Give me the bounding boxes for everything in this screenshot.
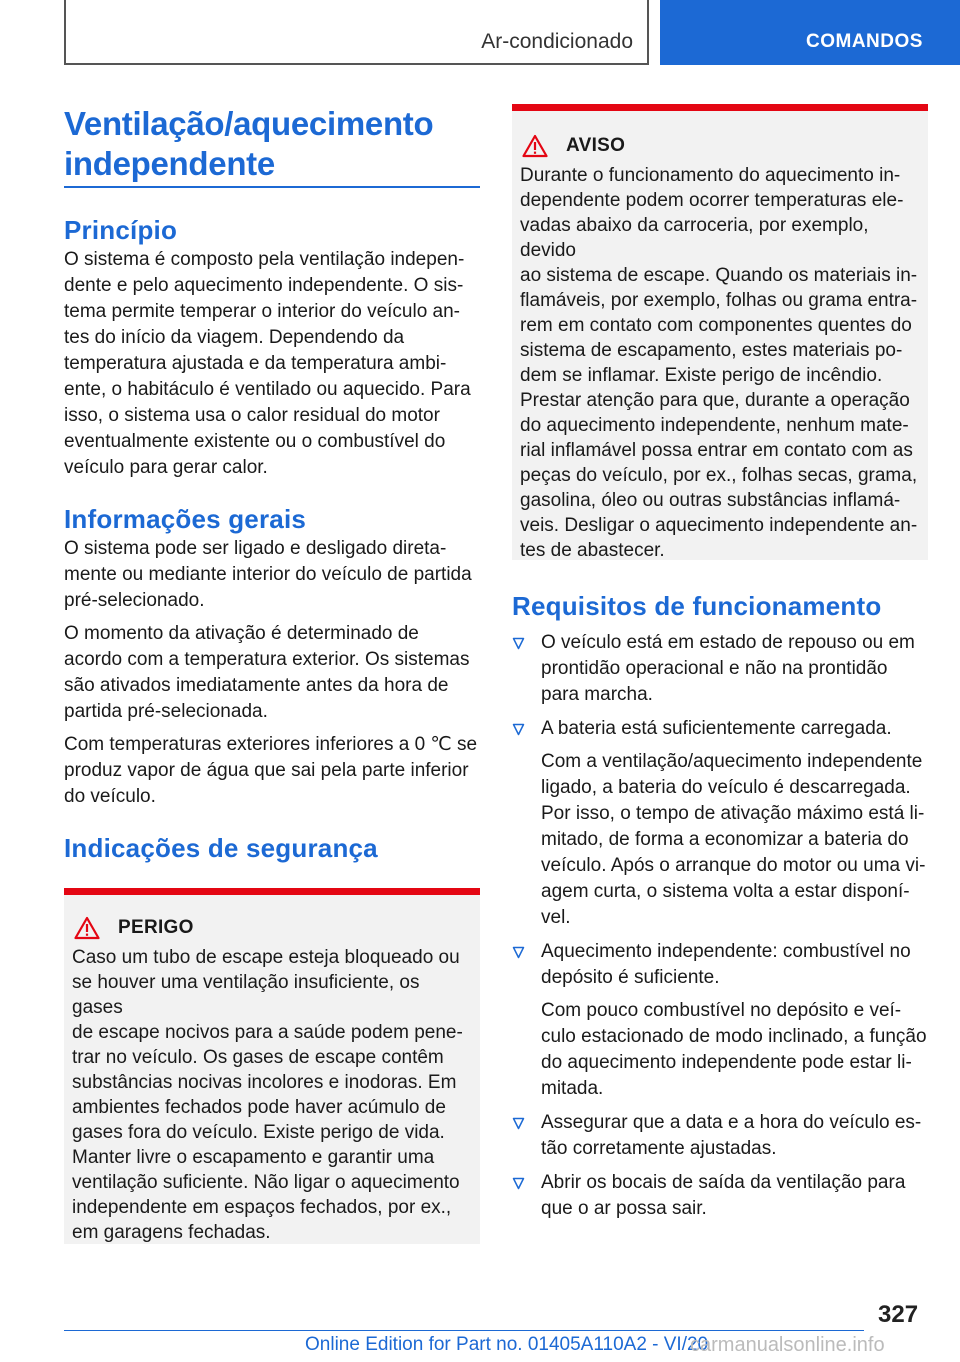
watermark: carmanualsonline.info xyxy=(690,1334,885,1356)
chapter-tab xyxy=(64,0,649,65)
chapter-title: Ar-condicionado xyxy=(481,30,633,53)
right-column xyxy=(512,104,928,1230)
triangle-bullet-icon xyxy=(512,946,525,959)
notice-label: AVISO xyxy=(566,135,626,156)
requirements-list xyxy=(512,630,928,1222)
notice-text: Durante o funcionamento do aquecimento in‐ dependente podem ocorrer temperaturas ele‐ vadas abaixo da carroceria, por exemplo, devido ao sistema de escape. Quando os materiais in‐ flamáveis, por exemplo, folhas ou grama entra‐ rem em contato com componentes quentes do sistema de escapamento, estes materiais po‐ dem se inflamar. Existe perigo de incêndio. Prestar atenção para que, durante a operação do aquecimento independente, nenhum mate‐ rial inflamável possa entrar em contato com as peças do veículo, por ex., folhas secas, grama, gasolina, óleo ou outras substâncias inflamá‐ veis. Desligar o aquecimento independente an‐ tes de abastecer. xyxy=(520,165,918,561)
triangle-bullet-icon xyxy=(512,723,525,736)
list-item-detail: Com pouco combustível no depósito e veí‐ culo estacionado de modo inclinado, a função do aquecimento independente pode estar li‐ mitada. xyxy=(541,1000,927,1099)
general-text-1: O sistema pode ser ligado e desligado direta‐ mente ou mediante interior do veículo de partida pré-selecionado. xyxy=(64,538,472,611)
principle-text: O sistema é composto pela ventilação indepen‐ dente e pelo aquecimento independente. O sis‐ tema permite temperar o interior do veículo an‐ tes do início da viagem. Dependendo da temperatura ajustada e da temperatura ambi‐ ente, o habitáculo é ventilado ou aquecido. Para isso, o sistema usa o calor residual do motor eventualmente existente ou o combustível do veículo para gerar calor. xyxy=(64,249,471,478)
notice-box xyxy=(512,104,928,560)
list-item: Abrir os bocais de saída da ventilação para que o ar possa sair. xyxy=(512,1170,928,1222)
list-item: Assegurar que a data e a hora do veículo es‐ tão corretamente ajustadas. xyxy=(512,1110,928,1162)
requirements-heading: Requisitos de funcionamento xyxy=(512,591,882,621)
triangle-bullet-icon xyxy=(512,1177,525,1190)
page-title: Ventilação/aquecimento independente xyxy=(64,105,434,182)
title-underline xyxy=(64,186,480,188)
triangle-bullet-icon xyxy=(512,637,525,650)
triangle-bullet-icon xyxy=(512,1117,525,1130)
page-number: 327 xyxy=(878,1301,919,1328)
danger-box xyxy=(64,888,480,1244)
list-item: O veículo está em estado de repouso ou em prontidão operacional e não na prontidão para marcha. xyxy=(512,630,928,708)
danger-text: Caso um tubo de escape esteja bloqueado ou se houver uma ventilação insuficiente, os gases de escape nocivos para a saúde podem pene‐ trar no veículo. Os gases de escape contêm substâncias nocivas incolores e inodoras. Em ambientes fechados pode haver acúmulo de gases fora do veículo. Existe perigo de vida. Manter livre o escapamento e garantir uma ventilação suficiente. Não ligar o aquecimento independente em espaços fechados, por ex., em garagens fechadas. xyxy=(72,947,463,1243)
left-column xyxy=(64,104,480,1244)
general-text-2: O momento da ativação é determinado de acordo com a temperatura exterior. Os sistemas são ativados imediatamente antes da hora de partida pré-selecionada. xyxy=(64,623,470,722)
principle-heading: Princípio xyxy=(64,215,178,245)
section-tab xyxy=(660,0,960,65)
warning-triangle-icon xyxy=(74,916,100,940)
footer-rule xyxy=(64,1330,864,1331)
danger-label: PERIGO xyxy=(118,917,194,938)
general-heading: Informações gerais xyxy=(64,504,307,534)
safety-heading: Indicações de segurança xyxy=(64,833,378,863)
warning-triangle-icon xyxy=(522,134,548,158)
general-text-3: Com temperaturas exteriores inferiores a 0 ℃ se produz vapor de água que sai pela parte inferior do veículo. xyxy=(64,734,478,807)
list-item: Aquecimento independente: combustível no depósito é suficiente. Com pouco combustível no depósito e veí‐ culo estacionado de modo inclinado, a função do aquecimento independente pode estar li‐ mitada. xyxy=(512,939,928,1102)
list-item-detail: Com a ventilação/aquecimento independente ligado, a bateria do veículo é descarregada. Por isso, o tempo de ativação máximo está li‐ mitado, de forma a economizar a bateria do veículo. Após o arranque do motor ou uma vi‐ agem curta, o sistema volta a estar disponí‐ vel. xyxy=(541,751,926,928)
section-title: COMANDOS xyxy=(806,31,923,52)
list-item: A bateria está suficientemente carregada. Com a ventilação/aquecimento independente ligado, a bateria do veículo é descarregada. Por isso, o tempo de ativação máximo está li‐ mitado, de forma a economizar a bateria do veículo. Após o arranque do motor ou uma vi‐ agem curta, o sistema volta a estar disponí‐ vel. xyxy=(512,716,928,931)
edition-text: Online Edition for Part no. 01405A110A2 - VI/20 xyxy=(305,1334,709,1355)
